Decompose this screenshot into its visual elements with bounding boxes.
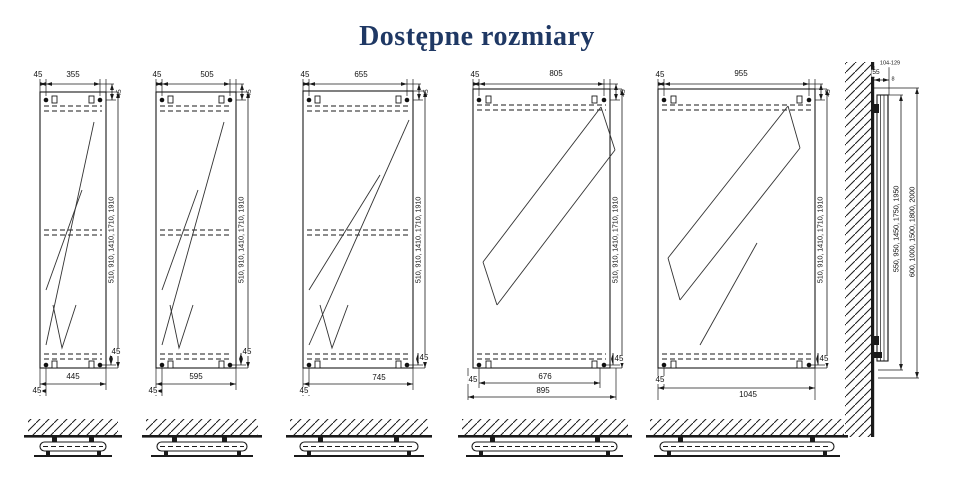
cross-section-895 (458, 419, 632, 457)
mounting-dot (662, 98, 667, 103)
dim-heights: 510, 910, 1410, 1710, 1910 (413, 196, 423, 284)
dim-top-right-offset: 45 (619, 89, 627, 97)
dim-heights: 510, 910, 1410, 1710, 1910 (106, 196, 116, 284)
dim-top-offset: 45 (655, 70, 665, 79)
mounting-dot (307, 98, 312, 103)
dim-top-offset: 45 (152, 70, 162, 79)
dim-pitch-width: 805 (549, 69, 563, 78)
bracket (874, 336, 879, 345)
dim-bottom-left-offset: 45 (468, 375, 478, 384)
mounting-dot (477, 363, 482, 368)
cross-section-445 (24, 419, 122, 457)
mounting-dot (160, 98, 165, 103)
mounting-dot (228, 98, 233, 103)
dim-pitch-width: 655 (354, 70, 368, 79)
dim-overall-width: 595 (189, 372, 203, 381)
dim-bottom-left-offset: 45 (299, 386, 309, 395)
dim-overall-width: 895 (536, 386, 550, 395)
dim-heights: 510, 910, 1410, 1710, 1910 (815, 196, 825, 284)
dim-depth: 55 (872, 68, 880, 76)
dim-top-offset: 45 (300, 70, 310, 79)
mounting-dot (44, 98, 49, 103)
wall-hatch (290, 419, 428, 435)
dim-side-overall-heights: 600, 1000, 1500, 1800, 2000 (907, 186, 917, 278)
wall-hatch (28, 419, 118, 435)
dim-top-right-offset: 45 (422, 89, 430, 97)
wall-line (871, 62, 874, 437)
mounting-dot (602, 98, 607, 103)
mounting-dot (807, 98, 812, 103)
dim-side-inner-heights: 550, 950, 1450, 1750, 1950 (891, 185, 901, 273)
bracket (874, 104, 879, 113)
cross-section-595 (142, 419, 262, 457)
wall-hatch (462, 419, 628, 435)
wall-hatch (650, 419, 844, 435)
dim-bottom-left-offset: 45 (32, 386, 42, 395)
mounting-dot (477, 98, 482, 103)
wall-hatch (146, 419, 258, 435)
dim-inner-width: 676 (538, 372, 552, 381)
mounting-dot (160, 363, 165, 368)
mounting-dot (98, 98, 103, 103)
dim-bottom-left-offset: 45 (148, 386, 158, 395)
dim-bottom-right-offset: 45 (419, 353, 429, 362)
front-view-595 (156, 79, 248, 396)
dim-top-right-offset: 45 (245, 89, 253, 97)
mounting-dot (405, 98, 410, 103)
dim-pitch-width: 955 (734, 69, 748, 78)
front-view-895 (468, 79, 622, 400)
bracket (874, 352, 882, 358)
wall-hatch (845, 62, 871, 437)
dim-bottom-right-offset: 45 (614, 354, 624, 363)
dim-top-offset: 45 (33, 70, 43, 79)
dim-overall-width: 445 (66, 372, 80, 381)
mounting-dot (307, 363, 312, 368)
cross-section-745 (286, 419, 432, 457)
dim-overall-width: 1045 (739, 390, 757, 399)
front-view-1045 (658, 79, 827, 400)
dim-bottom-right-offset: 45 (819, 354, 829, 363)
front-view-745 (303, 79, 425, 396)
dim-top-right-offset: 45 (824, 89, 832, 97)
dim-top-offset: 45 (470, 70, 480, 79)
mounting-dot (44, 363, 49, 368)
page-title: Dostępne rozmiary (359, 21, 595, 52)
dim-bottom-right-offset: 45 (242, 347, 252, 356)
dim-top-right-offset: 45 (115, 89, 123, 97)
dim-wall-distance-range: 104-129 (879, 60, 901, 67)
dim-pitch-width: 505 (200, 70, 214, 79)
mounting-dot (662, 363, 667, 368)
dim-pitch-width: 355 (66, 70, 80, 79)
dim-heights: 510, 910, 1410, 1710, 1910 (610, 196, 620, 284)
dim-panel-gap: 8 (891, 76, 895, 83)
dim-heights: 510, 910, 1410, 1710, 1910 (236, 196, 246, 284)
cross-section-1045 (646, 419, 848, 457)
dim-bottom-right-offset: 45 (111, 347, 121, 356)
dim-overall-width: 745 (372, 373, 386, 382)
dim-bottom-left-offset: 45 (655, 375, 665, 384)
